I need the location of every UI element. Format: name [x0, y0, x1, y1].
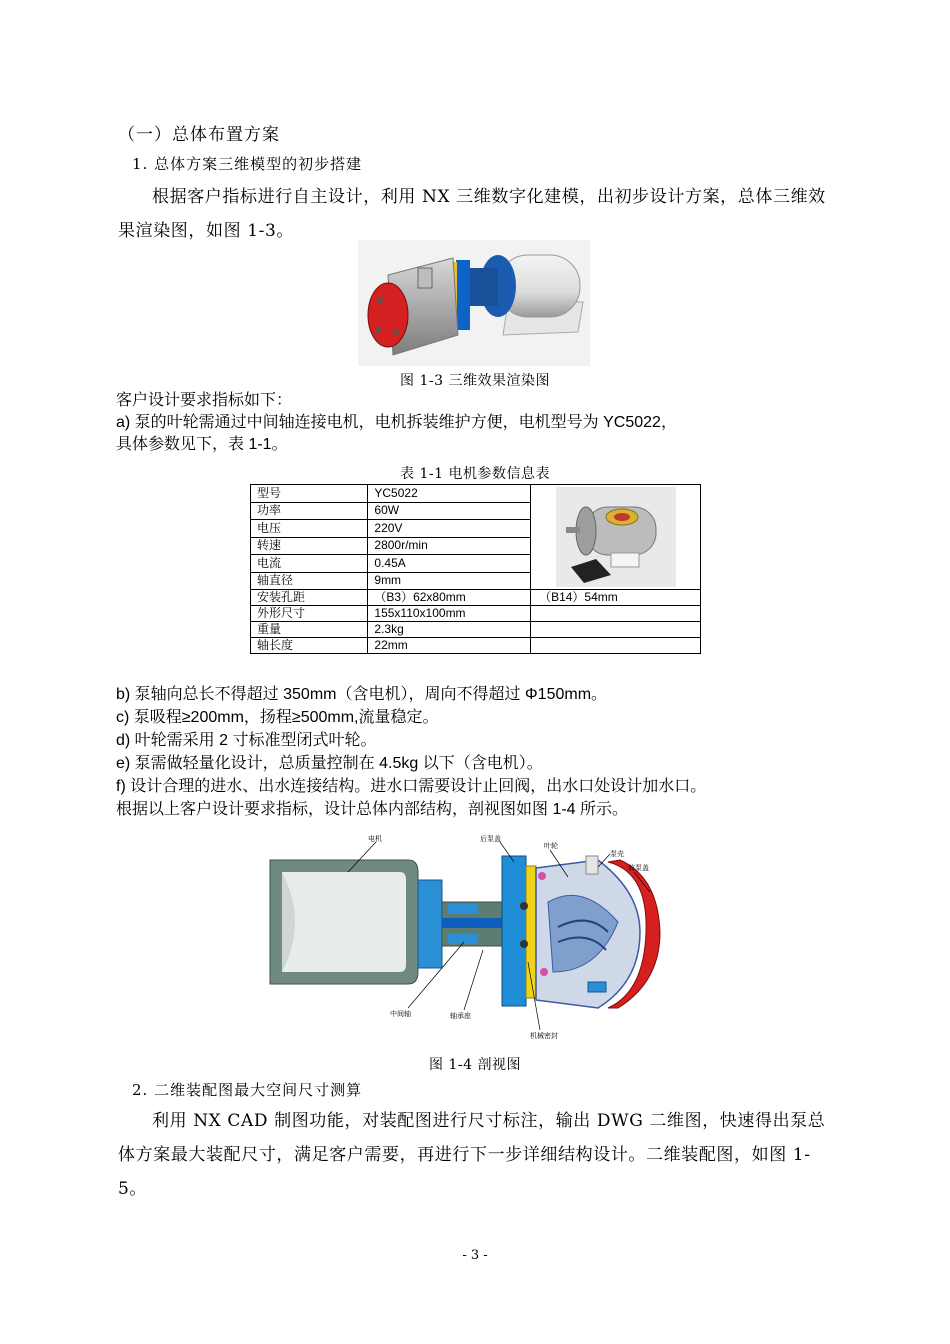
table-cell-key: 型号	[251, 485, 368, 503]
table-cell-key: 轴长度	[251, 638, 368, 654]
table-cell-key: 转速	[251, 537, 368, 555]
table-row	[251, 485, 701, 503]
table-cell-key: 重量	[251, 622, 368, 638]
table-cell-key: 电压	[251, 520, 368, 538]
table-cell-value: 2.3kg	[368, 622, 531, 638]
paragraph-2: 利用 NX CAD 制图功能，对装配图进行尺寸标注，输出 DWG 二维图，快速得出泵总体方案最大装配尺寸，满足客户需要，再进行下一步详细结构设计。二维装配图，如图 1-5。	[118, 1111, 826, 1199]
table-row	[251, 606, 701, 622]
motor-spec-table	[250, 484, 701, 654]
label-mid-shaft: 中间轴	[390, 1010, 411, 1018]
motor-photo-cell	[531, 485, 701, 590]
table-cell-value: （B3）62x80mm	[368, 590, 531, 606]
figure-1-4-caption: 图 1-4 剖视图	[429, 1057, 521, 1073]
table-cell-value: 9mm	[368, 572, 531, 590]
requirement-a-line1: a) 泵的叶轮需通过中间轴连接电机，电机拆装维护方便，电机型号为 YC5022，	[116, 414, 677, 431]
label-housing: 泵壳	[610, 850, 624, 858]
requirement-d: d) 叶轮需采用 2 寸标准型闭式叶轮。	[116, 732, 377, 749]
subsection-heading-1: 1. 总体方案三维模型的初步搭建	[132, 155, 363, 173]
table-cell-key: 功率	[251, 502, 368, 520]
requirement-c: c) 泵吸程≥200mm，扬程≥500mm,流量稳定。	[116, 709, 439, 726]
requirements-intro: 客户设计要求指标如下：	[116, 392, 293, 409]
table-row	[251, 590, 701, 606]
figure-1-3-caption: 图 1-3 三维效果渲染图	[400, 373, 550, 389]
paragraph-1: 根据客户指标进行自主设计，利用 NX 三维数字化建模，出初步设计方案，总体三维效果渲染图，如图 1-3。	[118, 187, 826, 241]
requirement-f: f) 设计合理的进水、出水连接结构。进水口需要设计止回阀，出水口处设计加水口。	[116, 778, 707, 795]
figure-1-4-section-view	[268, 832, 684, 1044]
figure-1-3-render	[358, 240, 590, 366]
table-cell-value-2: （B14）54mm	[531, 590, 701, 606]
table-cell-value: 0.45A	[368, 555, 531, 573]
table-cell-value: 60W	[368, 502, 531, 520]
table-cell-empty	[531, 622, 701, 638]
table-cell-value: 22mm	[368, 638, 531, 654]
label-motor: 电机	[368, 835, 382, 843]
table-1-1-caption: 表 1-1 电机参数信息表	[400, 466, 550, 482]
table-cell-value: YC5022	[368, 485, 531, 503]
label-impeller: 叶轮	[544, 842, 558, 850]
table-cell-value: 2800r/min	[368, 537, 531, 555]
subsection-heading-2: 2. 二维装配图最大空间尺寸测算	[132, 1081, 363, 1099]
label-rear-cover: 后泵盖	[480, 835, 501, 843]
table-row	[251, 638, 701, 654]
requirement-b: b) 泵轴向总长不得超过 350mm（含电机），周向不得超过 Φ150mm。	[116, 686, 608, 703]
table-cell-empty	[531, 638, 701, 654]
table-cell-key: 外形尺寸	[251, 606, 368, 622]
requirement-summary: 根据以上客户设计要求指标，设计总体内部结构，剖视图如图 1-4 所示。	[116, 801, 629, 818]
label-bearing-seat: 轴承座	[450, 1012, 471, 1020]
table-row	[251, 622, 701, 638]
page-number: - 3 -	[462, 1248, 488, 1263]
motor-photo	[556, 487, 676, 587]
table-cell-key: 轴直径	[251, 572, 368, 590]
requirement-a-line2: 具体参数见下，表 1-1。	[116, 436, 288, 453]
table-cell-key: 电流	[251, 555, 368, 573]
section-heading: （一）总体布置方案	[118, 125, 280, 145]
table-cell-value: 220V	[368, 520, 531, 538]
requirement-e: e) 泵需做轻量化设计，总质量控制在 4.5kg 以下（含电机）。	[116, 755, 543, 772]
table-cell-value: 155x110x100mm	[368, 606, 531, 622]
label-seal: 机械密封	[530, 1032, 558, 1040]
table-cell-empty	[531, 606, 701, 622]
label-front-cover: 前泵盖	[628, 864, 649, 872]
table-cell-key: 安装孔距	[251, 590, 368, 606]
